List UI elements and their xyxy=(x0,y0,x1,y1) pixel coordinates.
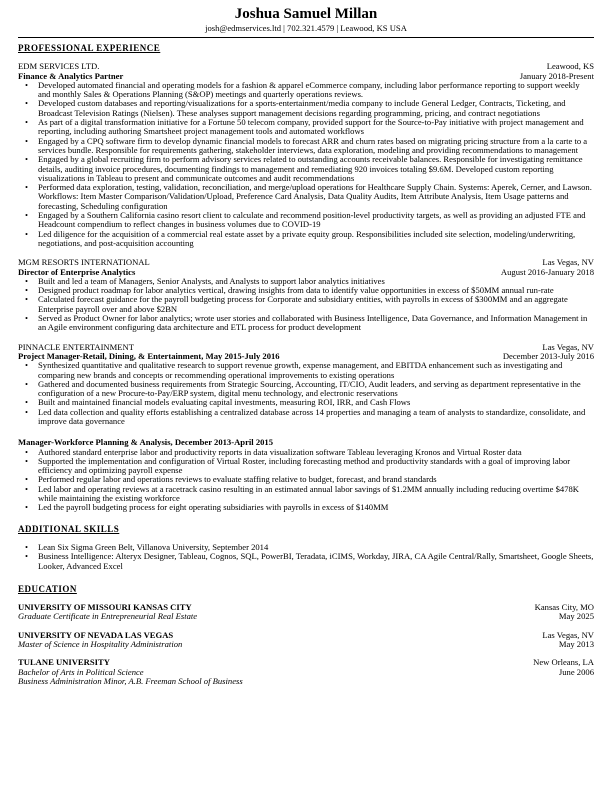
resume xyxy=(18,6,594,695)
section-heading-experience: PROFESSIONAL EXPERIENCE xyxy=(18,43,161,53)
bullet-item: • Calculated forecast guidance for the payroll budgeting process for Corporate and subsidiary entities, with payrolls in excess of $300MM and an aggregate Enterprise payroll over and above $2BN xyxy=(25,295,594,314)
job-location: Las Vegas, NV xyxy=(542,341,594,352)
company-name: MGM RESORTS INTERNATIONAL xyxy=(18,257,150,268)
school-location: Kansas City, MO xyxy=(534,602,594,613)
graduation-date: May 2013 xyxy=(558,639,594,650)
graduation-date: May 2025 xyxy=(558,611,594,622)
bullet-item: • Supported the implementation and configuration of Virtual Roster, including forecasting method and productivity standards with a goal of improving labor efficiency and optimizing payroll expense xyxy=(25,457,594,476)
job-title: Finance & Analytics Partner xyxy=(18,70,124,81)
job-entry xyxy=(18,62,594,248)
bullet-item: • Developed automated financial and operating models for a fashion & apparel eCommerce company, including labor performance reporting to support weekly and monthly Sales & Operations Planning (S&OP) meetings and quarterly operations reviews. xyxy=(25,81,594,100)
header-divider xyxy=(18,37,594,38)
bullet-item: • Led data collection and quality efforts establishing a centralized database across 14 properties and managing a team of analysts to standardize, consolidate, and improve data governance xyxy=(25,408,594,427)
skill-item: • Business Intelligence: Alteryx Designer, Tableau, Cognos, SQL, PowerBI, Teradata, iCIMS, Workday, JIRA, CA Agile Central/Rally, Smartsheet, Google Sheets, Looker, Advanced Excel xyxy=(25,552,594,571)
job-bullets xyxy=(25,448,594,513)
bullet-item: • Authored standard enterprise labor and productivity reports in data visualization software Tableau leveraging Kronos and Virtual Roster data xyxy=(25,448,594,457)
degree-row xyxy=(18,612,594,621)
bullet-item: • Designed product roadmap for labor analytics vertical, drawing insights from data to identify value opportunities in excess of $50MM annual run-rate xyxy=(25,286,594,295)
education-entry xyxy=(18,658,594,686)
bullet-item: • Built and led a team of Managers, Senior Analysts, and Analysts to support labor analytics initiatives xyxy=(25,277,594,286)
job-bullets xyxy=(25,81,594,248)
job-entry xyxy=(18,258,594,332)
job-dates: December 2013-July 2016 xyxy=(502,350,594,361)
bullet-item: • As part of a digital transformation initiative for a Fortune 50 telecom company, provided support for the Source-to-Pay initiative with project management and reporting, including authoring Smartsheet project management tools and automated workflows xyxy=(25,118,594,137)
job-title: Manager-Workforce Planning & Analysis, December 2013-April 2015 xyxy=(18,437,274,448)
education-list xyxy=(18,603,594,686)
job-location: Leawood, KS xyxy=(546,61,594,72)
experience-list xyxy=(18,62,594,512)
school-name: UNIVERSITY OF MISSOURI KANSAS CITY xyxy=(18,602,192,613)
bullet-item: • Served as Product Owner for labor analytics; wrote user stories and collaborated with Business Intelligence, Data Governance, and Information Management in an Agile environment configuring data architecture and ETL process for product development xyxy=(25,314,594,333)
bullet-item: • Engaged by a CPQ software firm to develop dynamic financial models to forecast ARR and churn rates based on migrating pricing structure from a la carte to a services bundle. Responsible for requirements gathering, stakeholder interviews, data exploration, modeling and providing recommendations to management xyxy=(25,137,594,156)
bullet-item: • Engaged by a Southern California casino resort client to calculate and recommend position-level productivity targets, as well as providing an adjusted FTE and Headcount compendium to reflect changes in business volumes due to COVID-19 xyxy=(25,211,594,230)
bullet-item: • Engaged by a global recruiting firm to perform advisory services related to outstanding accounts receivable balances. Responsible for investigating remittance details, auditing invoice procedures, documenting findings to management and remediating 920 invoices totaling $9.6M. Developed custom reporting visualizations in Tableau to present and communicate outcomes and audit recommendations xyxy=(25,155,594,183)
degree: Business Administration Minor, A.B. Freeman School of Business xyxy=(18,675,243,686)
graduation-date: June 2006 xyxy=(558,666,594,677)
candidate-name: Joshua Samuel Millan xyxy=(234,6,378,22)
bullet-item: • Performed data exploration, testing, validation, reconciliation, and merge/upload operations for Healthcare Supply Chain. Systems: Aperek, Cerner, and Lawson. Workflows: Item Master Comparison/Validation/Upload, Preference Card Analysis, Data Quality Audits, Item Attribute Analysis, Item Usage patterns and forecasting, Scheduling configuration xyxy=(25,183,594,211)
bullet-item: • Gathered and documented business requirements from Strategic Sourcing, Accounting, IT/CIO, Audit leaders, and serving as department representative in the configuration of a new Procure-to-Pay/ERP system, digital menu technology, and electronic reservations xyxy=(25,380,594,399)
degree: Master of Science in Hospitality Administration xyxy=(18,639,183,650)
contact-info: josh@edmservices.ltd | 702.321.4579 | Leawood, KS USA xyxy=(205,23,407,33)
job-bullets xyxy=(25,277,594,333)
education-entry xyxy=(18,603,594,622)
job-entry xyxy=(18,343,594,427)
job-location: Las Vegas, NV xyxy=(542,257,594,268)
bullet-item: • Built and maintained financial models evaluating capital investments, measuring ROI, IRR, and Cash Flows xyxy=(25,398,594,407)
bullet-item: • Led diligence for the acquisition of a commercial real estate asset by a private equity group. Responsibilities included site selection, modeling/underwriting, negotiations, and post-acquisition accounting xyxy=(25,230,594,249)
bullet-item: • Developed custom databases and reporting/visualizations for a sports-entertainment/media company to include General Ledger, Contracts, Ticketing, and Broadcast Television Ratings (Nielsen). These analyses support management decisions regarding programming, pricing, and contract negotiations xyxy=(25,99,594,118)
school-location: New Orleans, LA xyxy=(533,657,594,668)
job-title: Project Manager-Retail, Dining, & Entertainment, May 2015-July 2016 xyxy=(18,350,280,361)
bullet-item: • Performed regular labor and operations reviews to evaluate staffing relative to budget, forecast, and brand standards xyxy=(25,475,594,484)
bullet-item: • Led labor and operating reviews at a racetrack casino resulting in an estimated annual labor savings of $1.2MM annually including reducing overtime $478K while maintaining the existing workforce xyxy=(25,485,594,504)
section-heading-skills: ADDITIONAL SKILLS xyxy=(18,523,120,534)
school-location: Las Vegas, NV xyxy=(542,629,594,640)
skill-item: • Lean Six Sigma Green Belt, Villanova University, September 2014 xyxy=(25,543,594,552)
degree-row xyxy=(18,677,594,686)
school-name: UNIVERSITY OF NEVADA LAS VEGAS xyxy=(18,629,174,640)
bullet-item: • Led the payroll budgeting process for eight operating subsidiaries with payrolls in excess of $140MM xyxy=(25,503,594,512)
company-name: EDM SERVICES LTD. xyxy=(18,61,100,72)
bullet-item: • Synthesized quantitative and qualitative research to support revenue growth, expense management, and EBITDA enhancement such as investigating and comparing new brands and concepts or recommending operational improvements to existing operations xyxy=(25,361,594,380)
education-entry xyxy=(18,631,594,650)
job-entry xyxy=(18,438,594,512)
skills-list xyxy=(25,543,594,571)
job-bullets xyxy=(25,361,594,426)
job-title: Director of Enterprise Analytics xyxy=(18,266,136,277)
degree: Graduate Certificate in Entrepreneurial Real Estate xyxy=(18,611,198,622)
section-heading-education: EDUCATION xyxy=(18,583,77,594)
job-dates: January 2018-Present xyxy=(519,70,594,81)
job-dates: August 2016-January 2018 xyxy=(500,266,594,277)
degree-row xyxy=(18,640,594,649)
school-name: TULANE UNIVERSITY xyxy=(18,657,110,668)
degree: Bachelor of Arts in Political Science xyxy=(18,666,144,677)
company-name: PINNACLE ENTERTAINMENT xyxy=(18,341,134,352)
